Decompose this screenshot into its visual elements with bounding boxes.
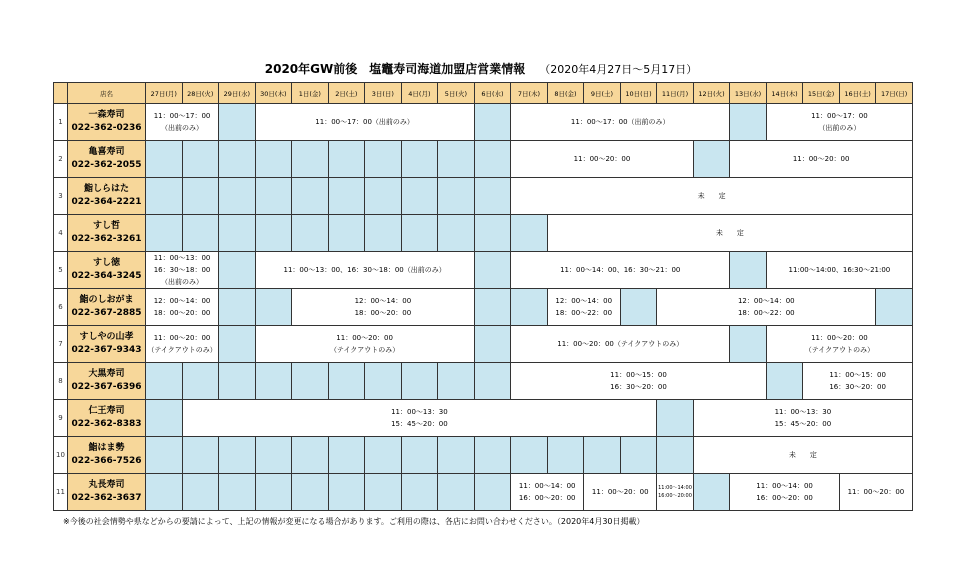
header-day-cell: 17日(日) <box>876 83 913 104</box>
closed-day-cell <box>365 215 402 252</box>
closed-day-cell <box>511 215 548 252</box>
shop-cell <box>68 178 146 215</box>
closed-day-cell <box>474 474 511 511</box>
shop-cell <box>68 141 146 178</box>
shop-cell <box>68 400 146 437</box>
closed-day-cell <box>438 215 475 252</box>
shop-phone: 022-367-6396 <box>71 382 142 392</box>
row-number: 4 <box>54 215 68 252</box>
header-day-cell: 10日(日) <box>620 83 657 104</box>
closed-day-cell <box>438 474 475 511</box>
header-day-cell: 30日(木) <box>255 83 292 104</box>
closed-day-cell <box>401 141 438 178</box>
closed-day-cell <box>146 363 183 400</box>
closed-day-cell <box>328 215 365 252</box>
table-row <box>54 363 913 400</box>
shop-cell <box>68 215 146 252</box>
header-day-cell: 1日(金) <box>292 83 329 104</box>
closed-day-cell <box>365 178 402 215</box>
header-day-cell: 4日(月) <box>401 83 438 104</box>
header-day-cell: 27日(月) <box>146 83 183 104</box>
shop-name: 鮨のしおがま <box>79 295 134 305</box>
closed-day-cell <box>474 141 511 178</box>
business-hours-cell: 12：00～14：00 18：00～22：00 <box>657 289 876 326</box>
header-day-cell: 29日(水) <box>219 83 256 104</box>
closed-day-cell <box>620 289 657 326</box>
closed-day-cell <box>219 252 256 289</box>
business-hours-cell: 12：00～14：00 18：00～20：00 <box>146 289 219 326</box>
business-hours-cell: 11：00～20：00 （テイクアウトのみ） <box>255 326 474 363</box>
table-row <box>54 252 913 289</box>
header-day-cell: 9日(土) <box>584 83 621 104</box>
header-day-cell: 15日(金) <box>803 83 840 104</box>
shop-phone: 022-362-8383 <box>71 419 142 429</box>
business-hours-cell: 11：00～15：00 16：30～20：00 <box>511 363 767 400</box>
business-hours-cell: 11：00～20：00 <box>730 141 913 178</box>
table-row <box>54 326 913 363</box>
shop-phone: 022-364-2221 <box>71 197 142 207</box>
business-hours-cell: 11：00～14：00 16：00～20：00 <box>511 474 584 511</box>
closed-day-cell <box>146 400 183 437</box>
business-hours-cell: 11：00～14：00 16：00～20：00 <box>730 474 840 511</box>
business-hours-cell: 11：00～20：00 <box>511 141 694 178</box>
header-shop-cell: 店名 <box>68 83 146 104</box>
business-hours-cell: 未 定 <box>547 215 912 252</box>
closed-day-cell <box>292 215 329 252</box>
closed-day-cell <box>474 178 511 215</box>
closed-day-cell <box>401 178 438 215</box>
closed-day-cell <box>328 437 365 474</box>
shop-name: 亀喜寿司 <box>88 147 125 157</box>
shop-name: 仁王寿司 <box>88 406 125 416</box>
closed-day-cell <box>292 178 329 215</box>
row-number: 3 <box>54 178 68 215</box>
closed-day-cell <box>328 474 365 511</box>
closed-day-cell <box>255 141 292 178</box>
business-hours-cell: 11：00～20：00 （テイクアウトのみ） <box>766 326 912 363</box>
closed-day-cell <box>182 141 219 178</box>
closed-day-cell <box>401 215 438 252</box>
closed-day-cell <box>219 141 256 178</box>
business-hours-cell: 12：00～14：00 18：00～22：00 <box>547 289 620 326</box>
closed-day-cell <box>146 215 183 252</box>
header-number-cell <box>54 83 68 104</box>
shop-name: 大黒寿司 <box>88 369 125 379</box>
row-number: 8 <box>54 363 68 400</box>
header-day-cell: 28日(火) <box>182 83 219 104</box>
business-hours-cell: 未 定 <box>511 178 913 215</box>
business-hours-cell: 11：00～13：00 16：30～18：00 （出前のみ） <box>146 252 219 289</box>
header-day-cell: 16日(土) <box>839 83 876 104</box>
business-hours-cell: 11：00～20：00 <box>839 474 912 511</box>
shop-phone: 022-366-7526 <box>71 456 142 466</box>
closed-day-cell <box>657 400 694 437</box>
closed-day-cell <box>328 363 365 400</box>
closed-day-cell <box>146 437 183 474</box>
closed-day-cell <box>182 437 219 474</box>
header-day-cell: 12日(火) <box>693 83 730 104</box>
table-row <box>54 437 913 474</box>
table-row <box>54 400 913 437</box>
table-row <box>54 104 913 141</box>
closed-day-cell <box>255 215 292 252</box>
closed-day-cell <box>693 141 730 178</box>
business-hours-cell: 11：00～17：00（出前のみ） <box>511 104 730 141</box>
closed-day-cell <box>182 474 219 511</box>
closed-day-cell <box>365 437 402 474</box>
closed-day-cell <box>146 178 183 215</box>
shop-phone: 022-362-2055 <box>71 160 142 170</box>
closed-day-cell <box>438 363 475 400</box>
shop-cell <box>68 363 146 400</box>
shop-cell <box>68 252 146 289</box>
business-hours-cell: 11：00～20：00 <box>584 474 657 511</box>
business-hours-cell: 11：00～20：00（テイクアウトのみ） <box>511 326 730 363</box>
closed-day-cell <box>255 474 292 511</box>
closed-day-cell <box>511 437 548 474</box>
closed-day-cell <box>474 215 511 252</box>
closed-day-cell <box>474 104 511 141</box>
closed-day-cell <box>219 215 256 252</box>
closed-day-cell <box>547 437 584 474</box>
closed-day-cell <box>328 178 365 215</box>
closed-day-cell <box>511 289 548 326</box>
closed-day-cell <box>474 326 511 363</box>
business-hours-cell: 11：00～17：00（出前のみ） <box>255 104 474 141</box>
shop-phone: 022-362-0236 <box>71 123 142 133</box>
closed-day-cell <box>657 437 694 474</box>
closed-day-cell <box>730 104 767 141</box>
shop-name: すし哲 <box>93 221 121 231</box>
shop-phone: 022-362-3637 <box>71 493 142 503</box>
row-number: 6 <box>54 289 68 326</box>
table-row <box>54 178 913 215</box>
header-day-cell: 6日(水) <box>474 83 511 104</box>
closed-day-cell <box>401 474 438 511</box>
closed-day-cell <box>474 252 511 289</box>
closed-day-cell <box>474 363 511 400</box>
closed-day-cell <box>766 363 803 400</box>
header-day-cell: 5日(火) <box>438 83 475 104</box>
header-day-cell: 13日(水) <box>730 83 767 104</box>
business-hours-cell: 未 定 <box>693 437 912 474</box>
closed-day-cell <box>328 141 365 178</box>
closed-day-cell <box>365 141 402 178</box>
page-title <box>0 60 962 77</box>
shop-name: 鮨しらはた <box>84 184 130 194</box>
schedule-table <box>53 82 913 511</box>
shop-name: 鮨はま勢 <box>88 443 125 453</box>
closed-day-cell <box>255 363 292 400</box>
shop-cell <box>68 326 146 363</box>
closed-day-cell <box>584 437 621 474</box>
table-row <box>54 474 913 511</box>
shop-name: 丸長寿司 <box>88 480 125 490</box>
closed-day-cell <box>876 289 913 326</box>
closed-day-cell <box>730 252 767 289</box>
row-number: 1 <box>54 104 68 141</box>
closed-day-cell <box>292 141 329 178</box>
closed-day-cell <box>219 437 256 474</box>
header-day-cell: 8日(金) <box>547 83 584 104</box>
closed-day-cell <box>292 474 329 511</box>
row-number: 10 <box>54 437 68 474</box>
header-day-cell: 2日(土) <box>328 83 365 104</box>
business-hours-cell: 11：00～13：30 15：45～20：00 <box>182 400 657 437</box>
closed-day-cell <box>146 474 183 511</box>
closed-day-cell <box>255 437 292 474</box>
header-day-cell: 7日(木) <box>511 83 548 104</box>
shop-cell <box>68 104 146 141</box>
table-header-row <box>54 83 913 104</box>
closed-day-cell <box>255 178 292 215</box>
business-hours-cell: 11：00～17：00 （出前のみ） <box>766 104 912 141</box>
table-row <box>54 289 913 326</box>
business-hours-cell: 11：00～14：00、16：30～21：00 <box>511 252 730 289</box>
shop-cell <box>68 437 146 474</box>
closed-day-cell <box>438 178 475 215</box>
closed-day-cell <box>182 178 219 215</box>
closed-day-cell <box>292 437 329 474</box>
business-hours-cell: 11:00～14:00、16:30～21:00 <box>766 252 912 289</box>
row-number: 2 <box>54 141 68 178</box>
closed-day-cell <box>620 437 657 474</box>
shop-phone: 022-367-9343 <box>71 345 142 355</box>
business-hours-cell: 11：00～13：00、16：30～18：00（出前のみ） <box>255 252 474 289</box>
row-number: 9 <box>54 400 68 437</box>
business-hours-cell: 11：00～17：00 （出前のみ） <box>146 104 219 141</box>
business-hours-cell: 11：00～15：00 16：30～20：00 <box>803 363 913 400</box>
closed-day-cell <box>401 363 438 400</box>
header-day-cell: 3日(日) <box>365 83 402 104</box>
closed-day-cell <box>365 363 402 400</box>
business-hours-cell: 11：00～13：30 15：45～20：00 <box>693 400 912 437</box>
closed-day-cell <box>365 474 402 511</box>
closed-day-cell <box>474 289 511 326</box>
closed-day-cell <box>182 215 219 252</box>
table-row <box>54 215 913 252</box>
closed-day-cell <box>219 474 256 511</box>
closed-day-cell <box>219 104 256 141</box>
closed-day-cell <box>219 178 256 215</box>
header-day-cell: 11日(月) <box>657 83 694 104</box>
closed-day-cell <box>693 474 730 511</box>
closed-day-cell <box>292 363 329 400</box>
header-day-cell: 14日(木) <box>766 83 803 104</box>
closed-day-cell <box>401 437 438 474</box>
closed-day-cell <box>182 363 219 400</box>
business-hours-cell: 11：00～20：00 （テイクアウトのみ） <box>146 326 219 363</box>
business-hours-cell: 12：00～14：00 18：00～20：00 <box>292 289 475 326</box>
closed-day-cell <box>219 363 256 400</box>
shop-cell <box>68 289 146 326</box>
row-number: 5 <box>54 252 68 289</box>
shop-phone: 022-367-2885 <box>71 308 142 318</box>
business-hours-cell: 11:00～14:00 16:00～20:00 <box>657 474 694 511</box>
shop-cell <box>68 474 146 511</box>
closed-day-cell <box>438 437 475 474</box>
closed-day-cell <box>255 289 292 326</box>
footnote: ※今後の社会情勢や県などからの要請によって、上記の情報が変更になる場合があります。ご利用の際は、各店にお問い合わせください。（2020年4月30日掲載） <box>63 517 645 526</box>
closed-day-cell <box>730 326 767 363</box>
shop-phone: 022-362-3261 <box>71 234 142 244</box>
shop-name: すし徳 <box>93 258 121 268</box>
shop-name: 一森寿司 <box>88 110 125 120</box>
row-number: 7 <box>54 326 68 363</box>
shop-phone: 022-364-3245 <box>71 271 142 281</box>
closed-day-cell <box>438 141 475 178</box>
title-period: （2020年4月27日～5月17日） <box>539 63 698 76</box>
table-row <box>54 141 913 178</box>
row-number: 11 <box>54 474 68 511</box>
shop-name: すしやの山孝 <box>79 332 134 342</box>
closed-day-cell <box>219 289 256 326</box>
closed-day-cell <box>474 437 511 474</box>
title-text: 2020年GW前後 塩竈寿司海道加盟店営業情報 <box>264 62 526 76</box>
closed-day-cell <box>146 141 183 178</box>
closed-day-cell <box>219 326 256 363</box>
